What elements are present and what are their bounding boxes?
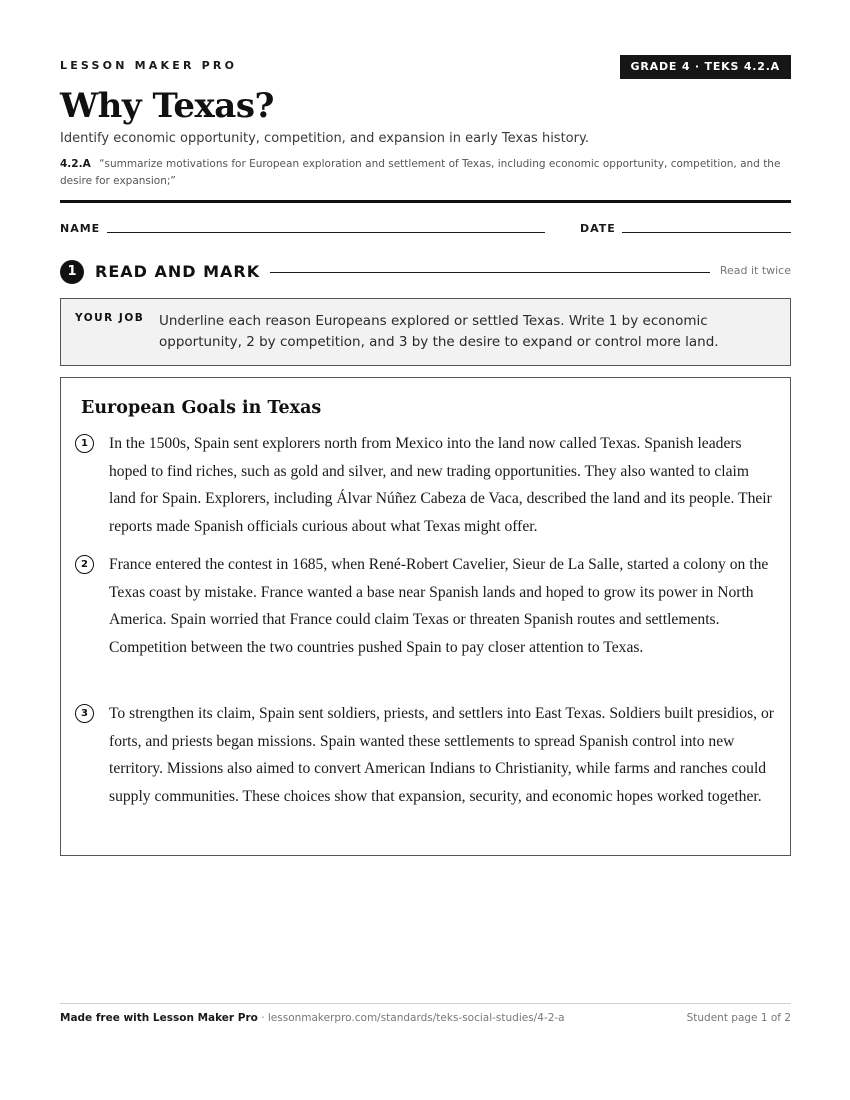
date-label: DATE	[580, 222, 616, 235]
brand-name: LESSON MAKER PRO	[60, 59, 238, 72]
footer-url[interactable]: · lessonmakerpro.com/standards/teks-social-studies/4-2-a	[257, 1012, 565, 1024]
your-job-instructions: Underline each reason Europeans explored or settled Texas. Write 1 by economic opportunity, 2 by competition, and 3 by the desire to expand or control more land.	[159, 313, 719, 350]
paragraph-text: France entered the contest in 1685, when René-Robert Cavelier, Sieur de La Salle, started a colony on the Texas coast by mistake. France wanted a base near Spanish lands and hoped to grow its power in North America. Spain worried that France could claim Texas or threaten Spanish routes and settlements. Competition between the two countries pushed Spain to pay closer attention to Texas.	[109, 556, 769, 656]
section-divider	[270, 272, 710, 273]
reading-passage	[60, 377, 791, 856]
footer-credit	[60, 1012, 565, 1024]
paragraph-number: 1	[75, 434, 94, 453]
name-label: NAME	[60, 222, 101, 235]
footer-page-number: Student page 1 of 2	[686, 1012, 791, 1024]
header-divider	[60, 200, 791, 203]
section-header	[60, 259, 791, 285]
header-row	[60, 55, 791, 79]
page-subtitle: Identify economic opportunity, competition, and expansion in early Texas history.	[60, 131, 589, 146]
paragraph-text: In the 1500s, Spain sent explorers north from Mexico into the land now called Texas. Spanish leaders hoped to find riches, such as gold and silver, and new trading opportunities. They also wanted to claim land for Spain. Explorers, including Álvar Núñez Cabeza de Vaca, described the land and its people. Their reports made Spanish officials curious about what Texas might offer.	[109, 435, 772, 535]
standard-code: 4.2.A	[60, 158, 91, 170]
reading-title: European Goals in Texas	[81, 398, 322, 418]
standard-text: “summarize motivations for European exploration and settlement of Texas, including economic opportunity, competition, and the desire for expansion;”	[60, 158, 781, 187]
section-note: Read it twice	[719, 264, 791, 277]
page-title: Why Texas?	[60, 86, 274, 126]
section-number: 1	[60, 260, 84, 284]
paragraph-number: 2	[75, 555, 94, 574]
worksheet-page	[60, 0, 791, 1100]
footer-made-by: Made free with Lesson Maker Pro	[60, 1012, 258, 1024]
footer-divider	[60, 1003, 791, 1004]
grade-badge: GRADE 4 · TEKS 4.2.A	[620, 55, 791, 79]
your-job-label: YOUR JOB	[75, 312, 145, 324]
standard-quote	[60, 156, 791, 190]
paragraph-text: To strengthen its claim, Spain sent soldiers, priests, and settlers into East Texas. Soldiers built presidios, or forts, and priests began missions. Spain wanted these settlements to spread Spanish control into new territory. Missions also aimed to convert American Indians to Christianity, while farms and ranches could supply communities. These choices show that expansion, security, and economic hopes worked together.	[109, 705, 774, 805]
your-job-box	[60, 298, 791, 366]
section-title: READ AND MARK	[95, 262, 261, 281]
name-field[interactable]	[107, 232, 545, 233]
paragraph-number: 3	[75, 704, 94, 723]
date-field[interactable]	[622, 232, 791, 233]
name-date-row	[60, 222, 791, 238]
